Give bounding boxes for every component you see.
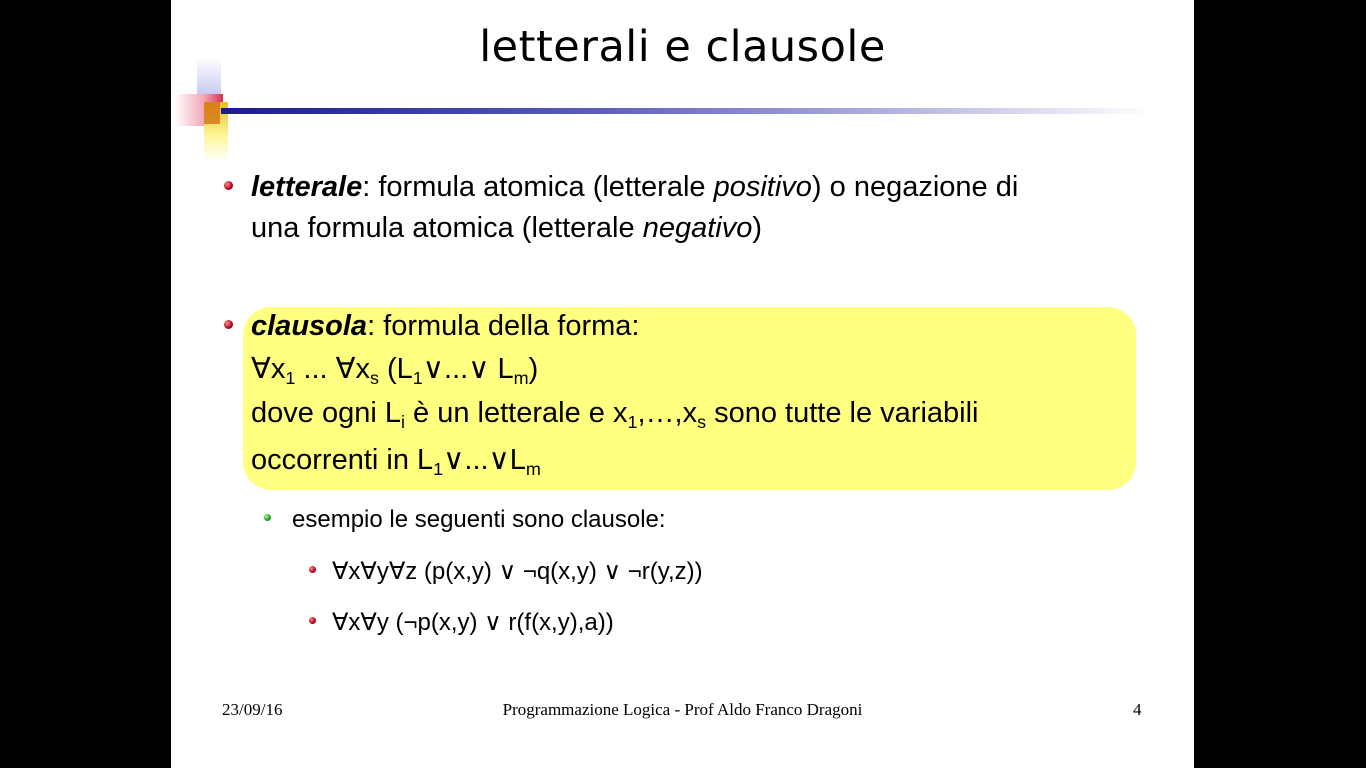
term-letterale: letterale (251, 171, 363, 203)
title-decoration (204, 102, 220, 124)
bullet-icon (309, 566, 316, 573)
title-rule (221, 108, 1151, 114)
sub-bullet-text: esempio le seguenti sono clausole: (292, 506, 666, 533)
footer-course: Programmazione Logica - Prof Aldo Franco Dragoni (502, 700, 863, 719)
bullet-icon (224, 181, 233, 190)
bullet-icon (224, 320, 233, 329)
clause-formula: $\forall x_1$ ... $\forall x_s$ ($L_1\vee...\vee$ $L_m$) (251, 353, 539, 388)
footer-date: 23/09/16 (222, 700, 283, 719)
bullet-icon (309, 617, 316, 624)
slide-title: letterali e clausole (479, 22, 886, 72)
clause-definition-line: dove ogni $L_i$ è un letterale e $x_1,\dots,x_s$ sono tutte le variabili (251, 397, 979, 432)
slide (171, 0, 1194, 768)
term-clausola: clausola (251, 310, 368, 342)
example-clause: ∀x∀y∀z (p(x,y) ∨ ¬q(x,y) ∨ ¬r(y,z)) (332, 558, 703, 585)
example-clause: ∀x∀y (¬p(x,y) ∨ r(f(x,y),a)) (332, 609, 614, 636)
clause-definition-line: occorrenti in $L_1\vee...\vee L_m$ (251, 444, 541, 479)
footer-page-number: 4 (1133, 700, 1142, 719)
sub-bullet-icon (264, 514, 271, 521)
bullet-clausola: clausola: formula della forma: (251, 310, 640, 342)
bullet-letterale-line2: una formula atomica (letterale negativo) (251, 212, 763, 244)
bullet-letterale: letterale: formula atomica (letterale positivo) o negazione di (251, 171, 1019, 203)
